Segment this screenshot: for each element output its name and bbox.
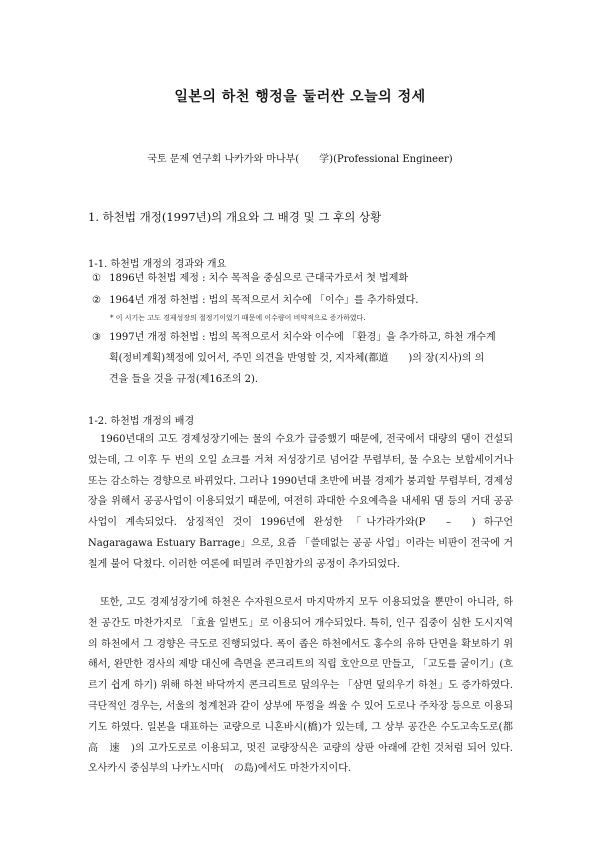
document-title: 일본의 하천 행정을 둘러싼 오늘의 정세 [174,89,426,105]
item-number: ① [92,273,101,284]
author-line: 국토 문제 연구회 나카가와 마나부( 学)(Professional Engineer) [147,154,453,165]
section-heading: 1. 하천법 개정(1997년)의 개요와 그 배경 및 그 후의 상황 [88,210,382,224]
item-text: 1964년 개정 하천법 : 법의 목적으로서 치수에 「이수」를 추가하였다. [109,295,419,306]
subsection-heading: 1-1. 하천법 개정의 경과와 개요 [88,259,227,270]
list-item [92,327,512,390]
body-paragraph: 1960년대의 고도 경제성장기에는 물의 수요가 급증했기 때문에, 전국에서 대량의 댐이 건설되었는데, 그 이후 두 번의 오일 쇼크를 거쳐 저성장기로 넘어갈 무렵부터, 물 수요는 보합세이거나 또는 감소하는 경향으로 바뀌었다. 그러나 1990년대 초반에 버블 경제가 붕괴할 무렵부터, 경제성장을 위해서 공공사업이 이용되었기 때문에, 여전히 과대한 수요예측을 내세워 댐 등의 거대 공공사업이 계속되었다. 상징적인 것이 1996년에 완성한 「나가라가와(P – ) 하구언 Nagaragawa Estuary Barrage」으로, 요즘 「쓸데없는 공공 사업」이라는 비판이 전국에 거칠게 불어 닥쳤다. 이러한 여론에 떠밀려 주민참가의 공정이 추가되었다. [88,434,513,570]
item-text: 1997년 개정 하천법 : 법의 목적으로서 치수와 이수에 「환경」을 추가하고, 하천 개수계 [109,332,496,343]
item-text: 견을 들을 것을 규정(제16조의 2). [109,374,259,385]
item-text: 획(정비계획)책정에 있어서, 주민 의견을 반영할 것, 지자체(都道 )의 장(지사)의 의 [109,353,485,364]
footnote: * 이 시기는 고도 경제성장의 절정기이었기 때문에 이수량이 비약적으로 증가하였다. [110,314,366,322]
item-text: 1896년 하천법 제정 : 치수 목적을 중심으로 근대국가로서 첫 법제화 [109,273,409,284]
item-number: ② [92,295,101,306]
item-number: ③ [92,332,101,343]
body-paragraph: 또한, 고도 경제성장기에 하천은 수자원으로서 마지막까지 모두 이용되었을 뿐만이 아니라, 하천 공간도 마찬가지로 「효율 일변도」로 이용되어 개수되었다. 특히, 인구 집중이 심한 도시지역의 하천에서 그 경향은 극도로 진행되었다. 폭이 좁은 하천에서도 홍수의 유하 단면을 확보하기 위해서, 완만한 경사의 제방 대신에 측면을 콘크리트의 직립 호안으로 만들고, 「고도를 굴이기」(흐르기 쉽게 하기) 위해 하천 바닥까지 콘크리트로 덮의우는 「삼면 덮의우기 하천」도 증가하였다. 극단적인 경우는, 서울의 청계천과 같이 상부에 뚜껑을 씌울 수 있어 도로나 주차장 등으로 이용되기도 하였다. 일본을 대표하는 교량으로 니혼바시(橋)가 있는데, 그 상부 공간은 수도고속도로(都高 速 )의 고가도로로 이용되고, 멋진 교량장식은 교량의 상판 아래에 갇힌 것처럼 되어 있다. 오사카시 중심부의 나카노시마( の島)에서도 마찬가지이다. [88,597,513,775]
list-item [92,268,512,289]
subsection-heading: 1-2. 하천법 개정의 배경 [88,416,195,427]
list-item [92,290,512,311]
